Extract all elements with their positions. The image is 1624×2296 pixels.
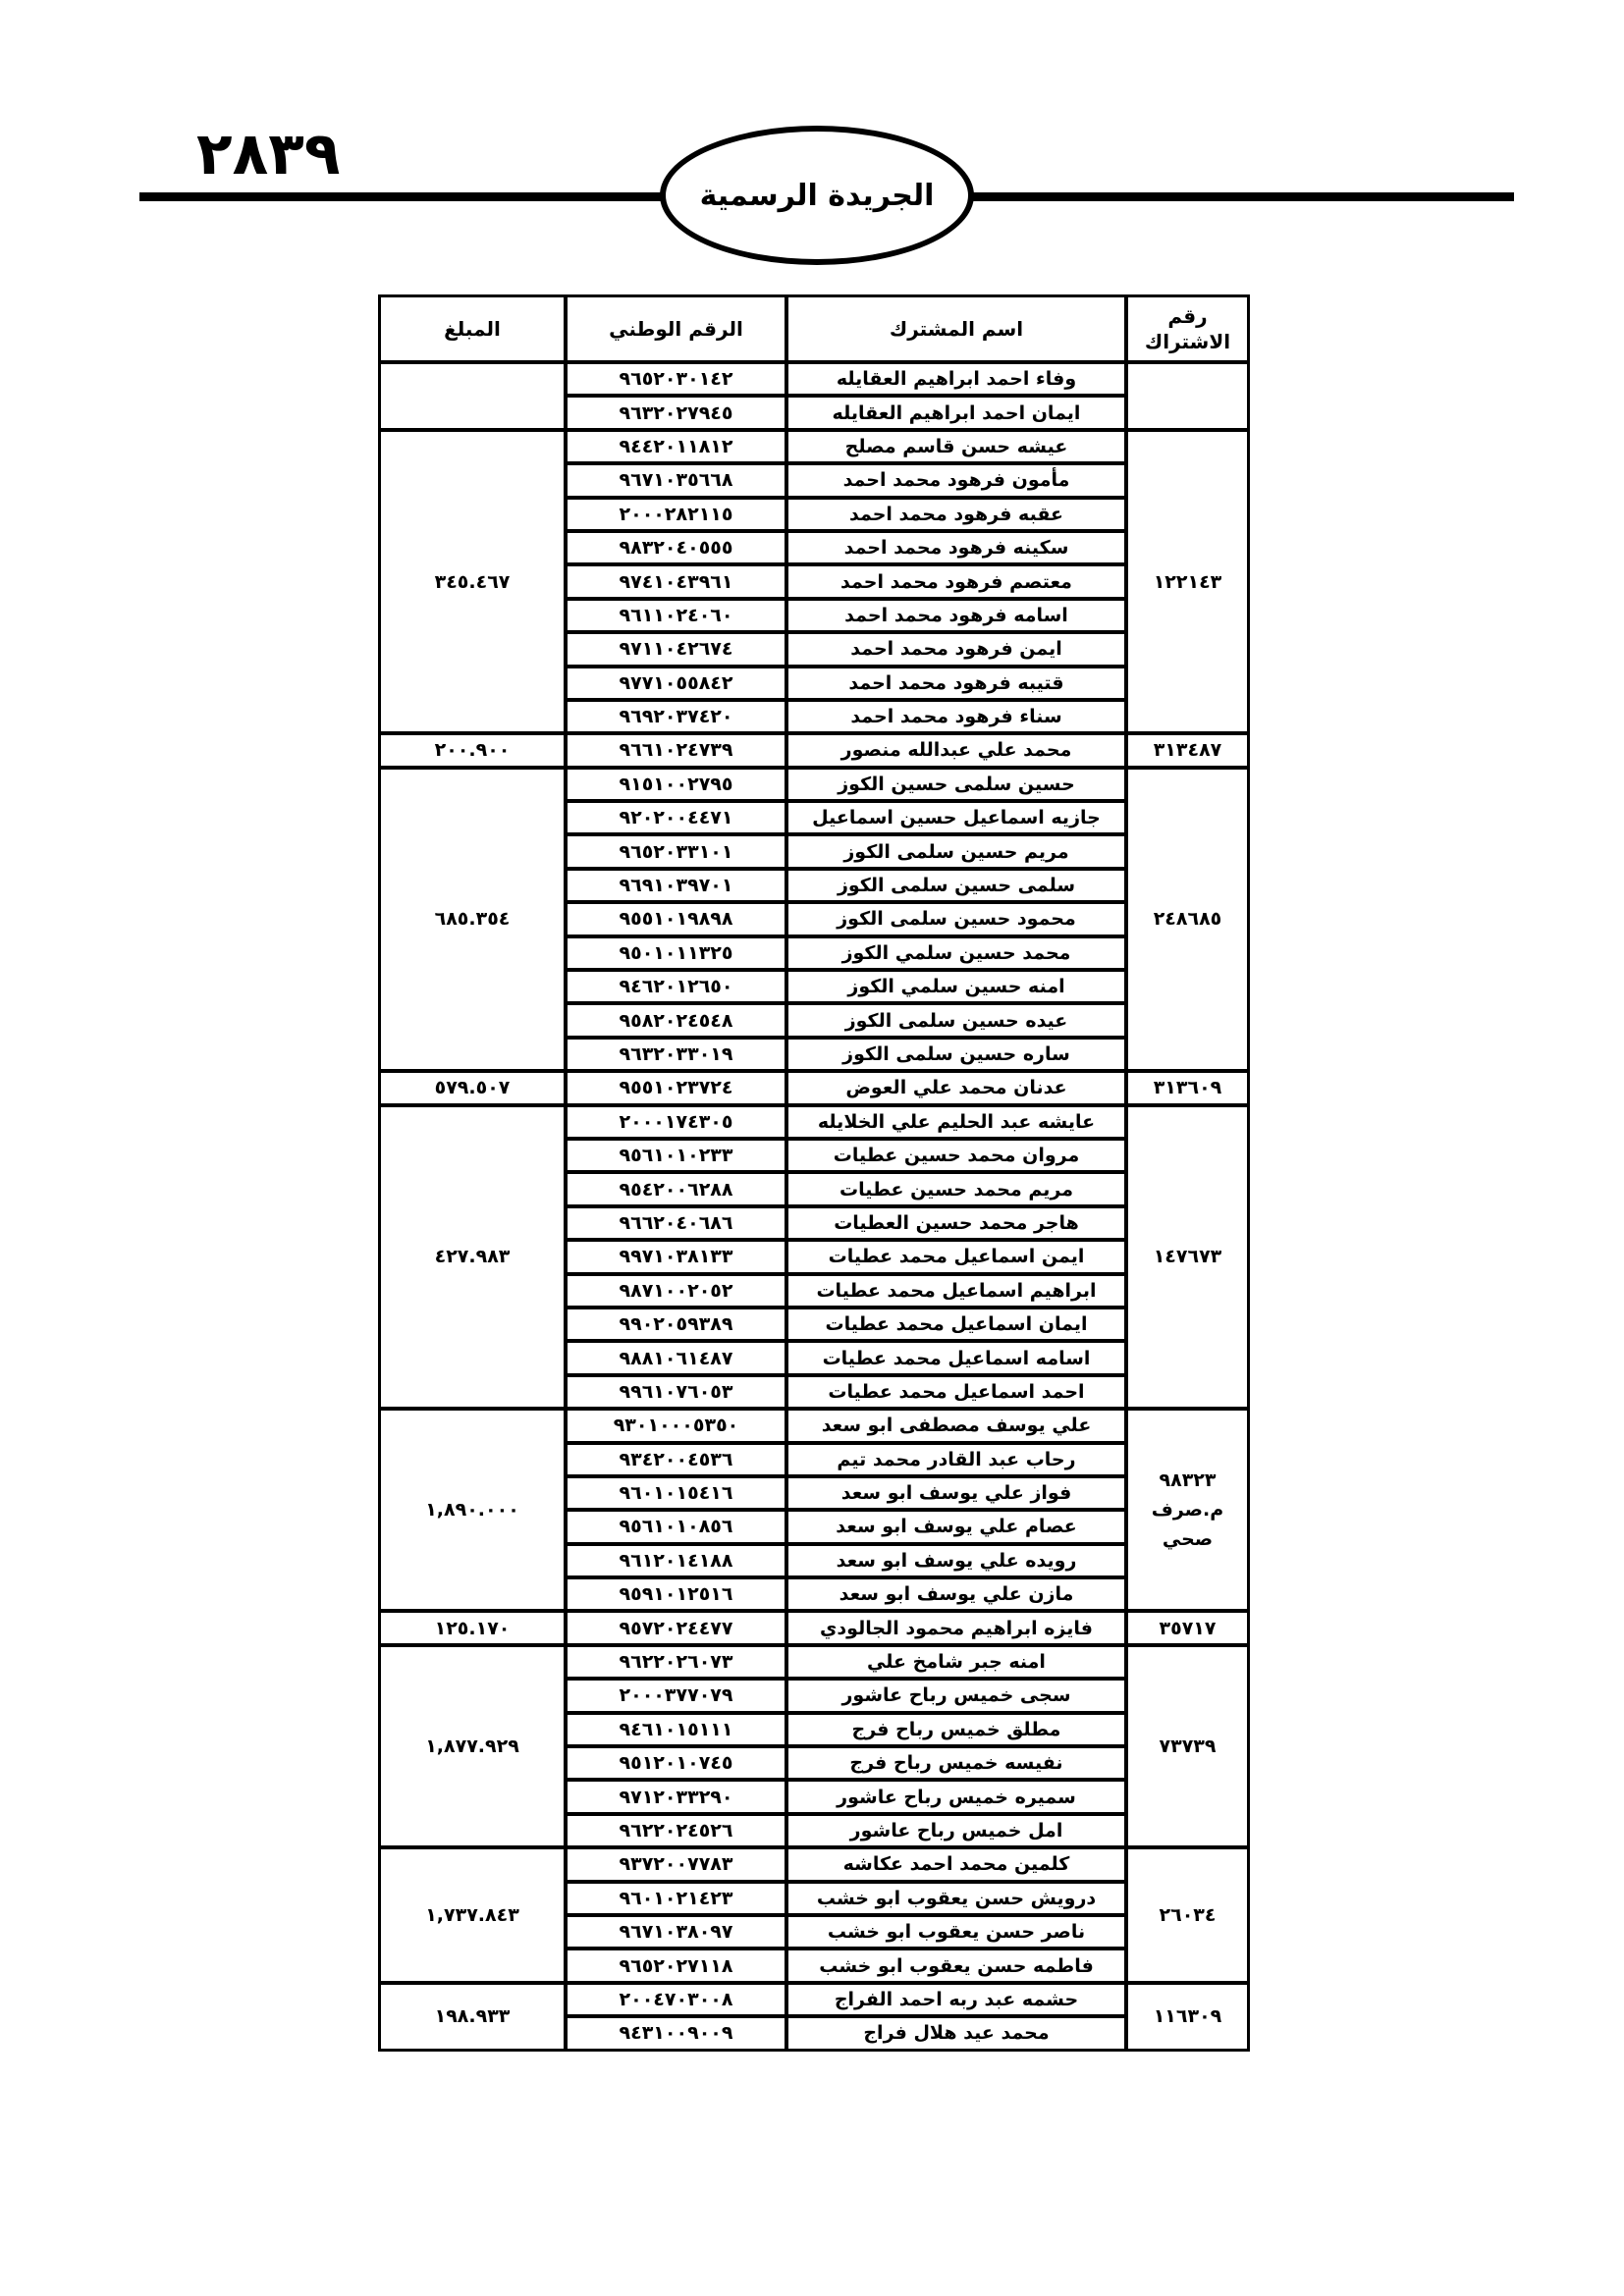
subscriber-name: اسامه اسماعيل محمد عطيات	[786, 1341, 1126, 1374]
amount: ١,٨٩٠.٠٠٠	[379, 1409, 566, 1611]
national-id: ٩٦٥٢٠٣٣١٠١	[566, 834, 786, 868]
subscriber-name: عدنان محمد علي العوض	[786, 1071, 1126, 1104]
national-id: ٩٥٦١٠١٠٢٣٣	[566, 1139, 786, 1172]
national-id: ٩١٥١٠٠٢٧٩٥	[566, 768, 786, 801]
national-id: ٩٥٥١٠١٩٨٩٨	[566, 902, 786, 935]
subscription-number: ٣٥٧١٧	[1126, 1611, 1249, 1644]
subscriber-name: امل خميس رباح عاشور	[786, 1814, 1126, 1847]
subscriber-name: عايشه عبد الحليم علي الخلايله	[786, 1105, 1126, 1139]
amount: ١٩٨.٩٣٣	[379, 1983, 566, 2051]
header-national-id: الرقم الوطني	[566, 295, 786, 362]
amount: ٢٠٠.٩٠٠	[379, 733, 566, 767]
subscriber-name: سلمى حسين سلمى الكوز	[786, 869, 1126, 902]
subscriber-name: هاجر محمد حسين العطيات	[786, 1206, 1126, 1240]
national-id: ٢٠٠٠١٧٤٣٠٥	[566, 1105, 786, 1139]
subscriber-name: ايمن فرهود محمد احمد	[786, 632, 1126, 666]
subscriber-name: علي يوسف مصطفى ابو سعد	[786, 1409, 1126, 1442]
national-id: ٩٦٧١٠٣٨٠٩٧	[566, 1915, 786, 1949]
national-id: ٩٣٤٢٠٠٤٥٣٦	[566, 1443, 786, 1476]
national-id: ٩٣٠١٠٠٠٥٣٥٠	[566, 1409, 786, 1442]
national-id: ٩٤٣١٠٠٩٠٠٩	[566, 2016, 786, 2050]
subscriber-name: سميره خميس رباح عاشور	[786, 1780, 1126, 1813]
national-id: ٩٨٨١٠٦١٤٨٧	[566, 1341, 786, 1374]
subscriber-name: ساره حسين سلمى الكوز	[786, 1038, 1126, 1071]
national-id: ٢٠٠٤٧٠٣٠٠٨	[566, 1983, 786, 2016]
subscriber-name: ايمان اسماعيل محمد عطيات	[786, 1308, 1126, 1341]
header-amount: المبلغ	[379, 295, 566, 362]
amount: ٦٨٥.٣٥٤	[379, 768, 566, 1072]
amount: ٥٧٩.٥٠٧	[379, 1071, 566, 1104]
table-row	[379, 1071, 1249, 1104]
national-id: ٩٤٦١٠١٥١١١	[566, 1713, 786, 1746]
subscriber-name: عيشه حسن قاسم مصلح	[786, 430, 1126, 463]
subscription-number: ١١٦٣٠٩	[1126, 1983, 1249, 2051]
amount: ١٢٥.١٧٠	[379, 1611, 566, 1644]
subscriber-name: نفيسه خميس رباح فرج	[786, 1746, 1126, 1780]
subscription-number: ٣١٣٦٠٩	[1126, 1071, 1249, 1104]
subscriber-name: مروان محمد حسين عطيات	[786, 1139, 1126, 1172]
subscription-number: ٢٤٨٦٨٥	[1126, 768, 1249, 1072]
subscriber-name: رحاب عبد القادر محمد تيم	[786, 1443, 1126, 1476]
subscription-number: ٧٣٧٣٩	[1126, 1645, 1249, 1847]
subscriber-name: مازن علي يوسف ابو سعد	[786, 1577, 1126, 1611]
amount: ١,٧٣٧.٨٤٣	[379, 1847, 566, 1983]
subscriber-name: ايمان احمد ابراهيم العقايله	[786, 396, 1126, 429]
subscriber-name: وفاء احمد ابراهيم العقايله	[786, 362, 1126, 396]
amount: ١,٨٧٧.٩٢٩	[379, 1645, 566, 1847]
subscriber-name: عيده حسين سلمى الكوز	[786, 1003, 1126, 1037]
national-id: ٩٦٥٢٠٣٠١٤٢	[566, 362, 786, 396]
amount	[379, 362, 566, 430]
national-id: ٩٩٧١٠٣٨١٣٣	[566, 1240, 786, 1273]
subscription-number: ٩٨٣٢٣ م.صرف صحي	[1126, 1409, 1249, 1611]
national-id: ٩٦٢٢٠٢٤٥٢٦	[566, 1814, 786, 1847]
table-row	[379, 1611, 1249, 1644]
subscriber-name: حشمه عبد ربه احمد الفراج	[786, 1983, 1126, 2016]
subscriber-name: عصام علي يوسف ابو سعد	[786, 1510, 1126, 1543]
national-id: ٩٦٥٢٠٢٧١١٨	[566, 1949, 786, 1982]
national-id: ٩٥٧٢٠٢٤٤٧٧	[566, 1611, 786, 1644]
subscriber-name: محمد عيد هلال فراج	[786, 2016, 1126, 2050]
subscription-number: ٣١٣٤٨٧	[1126, 733, 1249, 767]
table-row	[379, 1409, 1249, 1442]
national-id: ٩٧٤١٠٤٣٩٦١	[566, 564, 786, 598]
header-name: اسم المشترك	[786, 295, 1126, 362]
national-id: ٩٦٠١٠٢١٤٢٣	[566, 1882, 786, 1915]
national-id: ٩٥٥١٠٢٣٧٢٤	[566, 1071, 786, 1104]
subscriber-name: حسين سلمى حسين الكوز	[786, 768, 1126, 801]
national-id: ٩٧٧١٠٥٥٨٤٢	[566, 667, 786, 700]
subscriber-name: عقبه فرهود محمد احمد	[786, 498, 1126, 531]
national-id: ٩٦٣٢٠٢٧٩٤٥	[566, 396, 786, 429]
gazette-title: الجريدة الرسمية	[699, 178, 935, 213]
subscriber-name: احمد اسماعيل محمد عطيات	[786, 1375, 1126, 1409]
table-row	[379, 768, 1249, 801]
national-id: ٩٦٣٢٠٣٣٠١٩	[566, 1038, 786, 1071]
subscriber-name: مأمون فرهود محمد احمد	[786, 463, 1126, 497]
national-id: ٩٧١٢٠٣٣٢٩٠	[566, 1780, 786, 1813]
national-id: ٩٥٨٢٠٢٤٥٤٨	[566, 1003, 786, 1037]
national-id: ٩٦٢٢٠٢٦٠٧٣	[566, 1645, 786, 1679]
national-id: ٩٨٧١٠٠٢٠٥٢	[566, 1274, 786, 1308]
subscriber-name: محمود حسين سلمى الكوز	[786, 902, 1126, 935]
subscriber-name: ناصر حسن يعقوب ابو خشب	[786, 1915, 1126, 1949]
subscriber-name: فاطمه حسن يعقوب ابو خشب	[786, 1949, 1126, 1982]
table-row	[379, 1105, 1249, 1139]
national-id: ٩٦٩١٠٣٩٧٠١	[566, 869, 786, 902]
subscriber-name: مطلق خميس رباح فرج	[786, 1713, 1126, 1746]
gazette-title-oval	[660, 126, 974, 265]
national-id: ٩٦٠١٠١٥٤١٦	[566, 1476, 786, 1510]
table-row	[379, 733, 1249, 767]
subscriber-name: محمد علي عبدالله منصور	[786, 733, 1126, 767]
national-id: ٩٥٠١٠١١٣٢٥	[566, 936, 786, 970]
subscriber-name: مريم محمد حسين عطيات	[786, 1172, 1126, 1205]
subscriber-name: سجى خميس رباح عاشور	[786, 1679, 1126, 1712]
subscriber-name: سناء فرهود محمد احمد	[786, 700, 1126, 733]
table-body	[379, 362, 1249, 2051]
subscriber-name: رويده علي يوسف ابو سعد	[786, 1544, 1126, 1577]
subscriber-name: معتصم فرهود محمد احمد	[786, 564, 1126, 598]
table-row	[379, 1847, 1249, 1881]
subscriber-name: فايزه ابراهيم محمود الجالودي	[786, 1611, 1126, 1644]
subscriber-name: درويش حسن يعقوب ابو خشب	[786, 1882, 1126, 1915]
subscriber-name: جازيه اسماعيل حسين اسماعيل	[786, 801, 1126, 834]
national-id: ٩٥٤٢٠٠٦٢٨٨	[566, 1172, 786, 1205]
subscriber-name: كلمين محمد احمد عكاشه	[786, 1847, 1126, 1881]
national-id: ٩٥٩١٠١٢٥١٦	[566, 1577, 786, 1611]
national-id: ٩٦١٢٠١٤١٨٨	[566, 1544, 786, 1577]
national-id: ٩٦١١٠٢٤٠٦٠	[566, 599, 786, 632]
table-row	[379, 1983, 1249, 2016]
national-id: ٩٩٦١٠٧٦٠٥٣	[566, 1375, 786, 1409]
subscribers-table	[378, 294, 1250, 2052]
subscriber-name: قتيبه فرهود محمد احمد	[786, 667, 1126, 700]
national-id: ٩٤٤٢٠١١٨١٢	[566, 430, 786, 463]
national-id: ٩٤٦٢٠١٢٦٥٠	[566, 970, 786, 1003]
header-subscription: رقم الاشتراك	[1126, 295, 1249, 362]
subscription-number: ١٤٧٦٧٣	[1126, 1105, 1249, 1410]
subscription-number: ١٢٢١٤٣	[1126, 430, 1249, 734]
subscriber-name: اسامه فرهود محمد احمد	[786, 599, 1126, 632]
national-id: ٩٨٣٢٠٤٠٥٥٥	[566, 531, 786, 564]
table-row	[379, 430, 1249, 463]
table-row	[379, 1645, 1249, 1679]
table-header-row	[379, 295, 1249, 362]
national-id: ٩٦٦١٠٢٤٧٣٩	[566, 733, 786, 767]
subscriber-name: سكينه فرهود محمد احمد	[786, 531, 1126, 564]
subscriber-name: ابراهيم اسماعيل محمد عطيات	[786, 1274, 1126, 1308]
national-id: ٩٥٦١٠١٠٨٥٦	[566, 1510, 786, 1543]
page-number: ٢٨٣٩	[196, 120, 341, 188]
national-id: ٩٦٩٢٠٣٧٤٢٠	[566, 700, 786, 733]
subscriber-name: امنه جبر شامخ علي	[786, 1645, 1126, 1679]
table-row	[379, 362, 1249, 396]
subscriber-name: فواز علي يوسف ابو سعد	[786, 1476, 1126, 1510]
subscription-number	[1126, 362, 1249, 430]
national-id: ٩٦٧١٠٣٥٦٦٨	[566, 463, 786, 497]
national-id: ٩٣٧٢٠٠٧٧٨٣	[566, 1847, 786, 1881]
national-id: ٩٧١١٠٤٢٦٧٤	[566, 632, 786, 666]
national-id: ٩٩٠٢٠٥٩٣٨٩	[566, 1308, 786, 1341]
subscriber-name: ايمن اسماعيل محمد عطيات	[786, 1240, 1126, 1273]
subscriber-name: محمد حسين سلمي الكوز	[786, 936, 1126, 970]
national-id: ٩٥١٢٠١٠٧٤٥	[566, 1746, 786, 1780]
amount: ٤٢٧.٩٨٣	[379, 1105, 566, 1410]
amount: ٣٤٥.٤٦٧	[379, 430, 566, 734]
national-id: ٩٦٦٢٠٤٠٦٨٦	[566, 1206, 786, 1240]
national-id: ٩٢٠٢٠٠٤٤٧١	[566, 801, 786, 834]
subscription-number: ٢٦٠٣٤	[1126, 1847, 1249, 1983]
subscriber-name: امنه حسين سلمي الكوز	[786, 970, 1126, 1003]
national-id: ٢٠٠٠٣٧٧٠٧٩	[566, 1679, 786, 1712]
national-id: ٢٠٠٠٢٨٢١١٥	[566, 498, 786, 531]
subscriber-name: مريم حسين سلمى الكوز	[786, 834, 1126, 868]
